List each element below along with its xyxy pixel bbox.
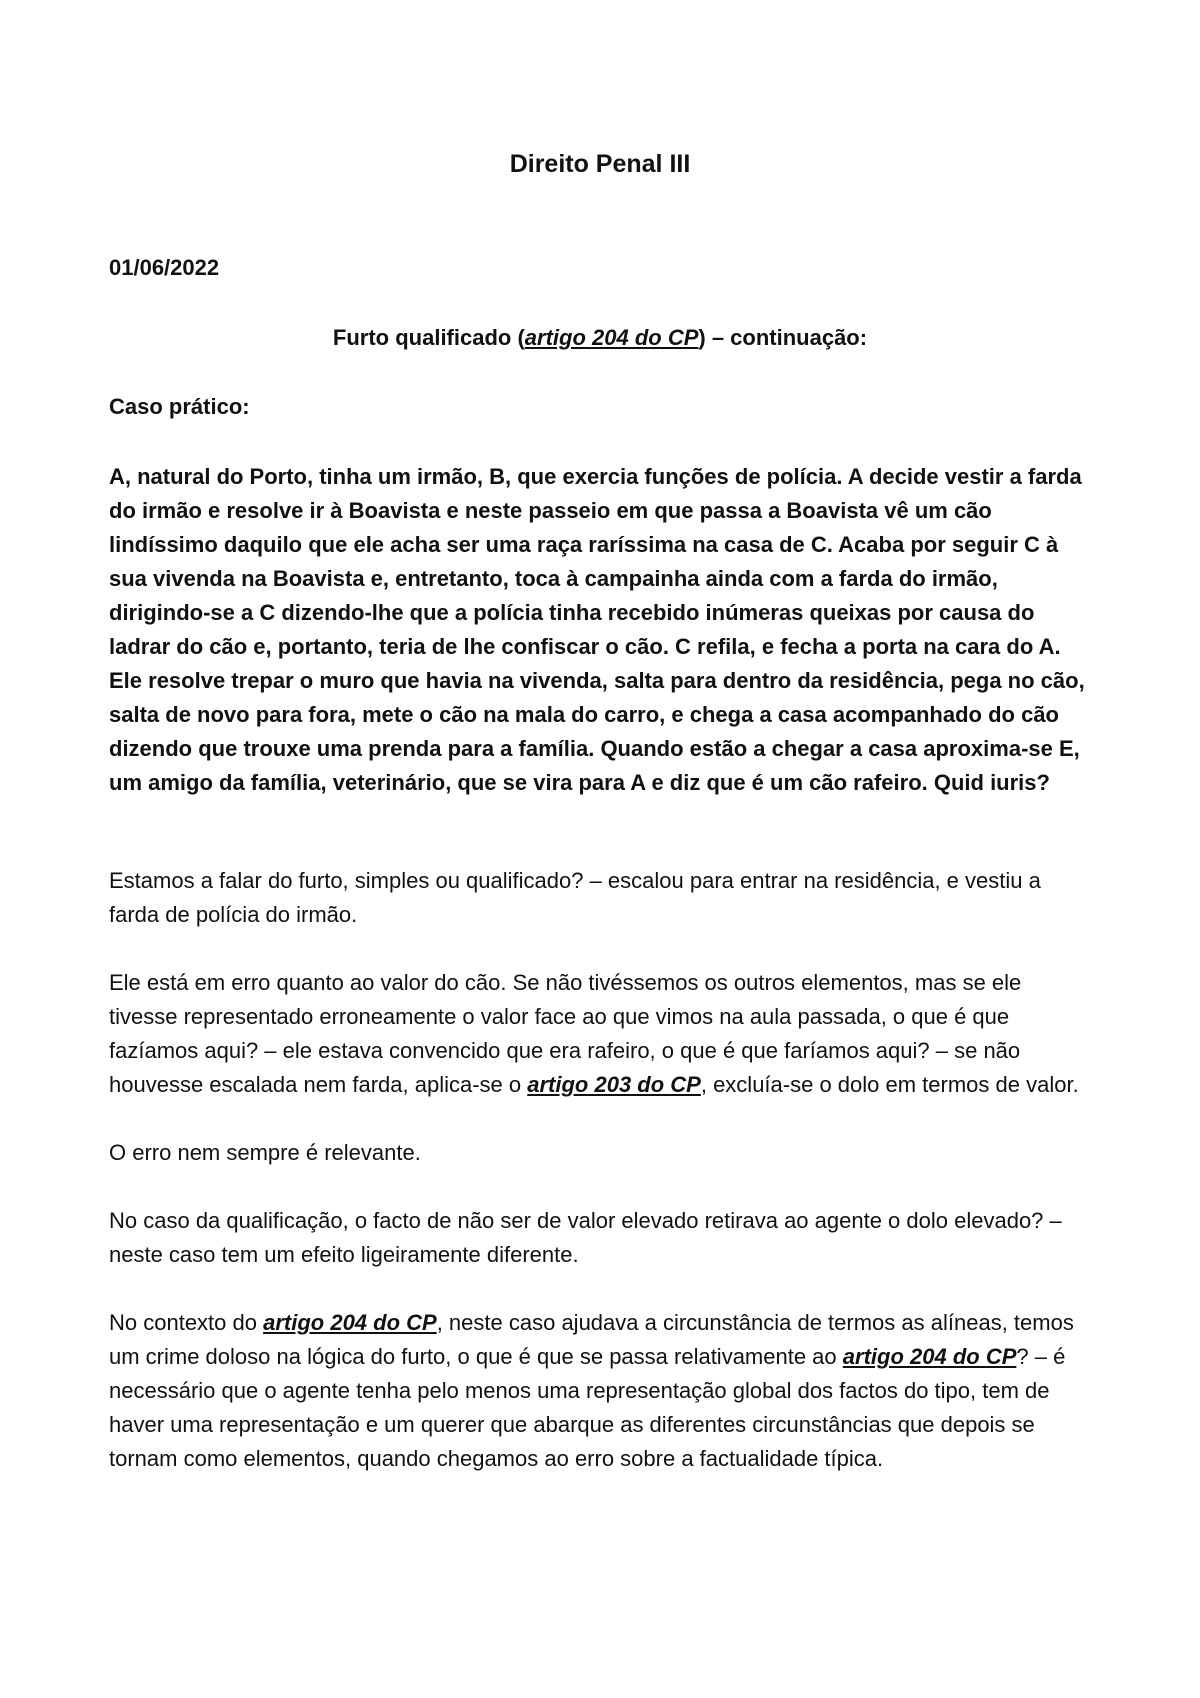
subtitle-text-before: Furto qualificado ( — [332, 325, 525, 350]
paragraph-2-text-after: , excluía-se o dolo em termos de valor. — [700, 1072, 1079, 1097]
discussion-section — [109, 864, 1094, 1510]
case-statement: A, natural do Porto, tinha um irmão, B, que exercia funções de polícia. A decide vestir a farda do irmão e resolve ir à Boavista e neste passeio em que passa a Boavista vê um cão lindíssimo daquilo que ele acha ser uma raça raríssima na casa de C. Acaba por seguir C à sua vivenda na Boavista e, entretanto, toca à campainha ainda com a farda do irmão, dirigindo-se a C dizendo-lhe que a polícia tinha recebido inúmeras queixas por causa do ladrar do cão e, portanto, teria de lhe confiscar o cão. C refila, e fecha a porta na cara do A. Ele resolve trepar o muro que havia na vivenda, salta para dentro da residência, pega no cão, salta de novo para fora, mete o cão na mala do carro, e chega a casa acompanhado do cão dizendo que trouxe uma prenda para a família. Quando estão a chegar a casa aproxima-se E, um amigo da família, veterinário, que se vira para A e diz que é um cão rafeiro. Quid iuris? — [109, 464, 1085, 795]
article-reference-link[interactable]: artigo 203 do CP — [527, 1072, 701, 1097]
subtitle-text-after: ) – continuação: — [698, 325, 868, 350]
paragraph-5 — [109, 1306, 1094, 1476]
article-reference-link[interactable]: artigo 204 do CP — [524, 325, 699, 350]
lecture-date: 01/06/2022 — [109, 255, 220, 280]
section-subtitle — [0, 325, 1200, 351]
paragraph-5-text-2: , neste caso ajudava a circunstância de termos as alíneas, temos um crime doloso na lógica do furto, o que é que se passa relativamente ao — [109, 1310, 1074, 1369]
case-label: Caso prático: — [109, 394, 250, 419]
paragraph-3: O erro nem sempre é relevante. — [109, 1140, 421, 1165]
article-reference-link[interactable]: artigo 204 do CP — [842, 1344, 1017, 1369]
paragraph-1: Estamos a falar do furto, simples ou qualificado? – escalou para entrar na residência, e vestiu a farda de polícia do irmão. — [109, 868, 1041, 927]
paragraph-4: No caso da qualificação, o facto de não ser de valor elevado retirava ao agente o dolo elevado? – neste caso tem um efeito ligeiramente diferente. — [109, 1208, 1062, 1267]
paragraph-2 — [109, 966, 1094, 1102]
paragraph-5-text-1: No contexto do — [109, 1310, 264, 1335]
article-reference-link[interactable]: artigo 204 do CP — [263, 1310, 437, 1335]
paragraph-2-text-before: Ele está em erro quanto ao valor do cão. Se não tivéssemos os outros elementos, mas se ele tivesse representado erroneamente o valor face ao que vimos na aula passada, o que é que fazíamos aqui? – ele estava convencido que era rafeiro, o que é que faríamos aqui? – se não houvesse escalada nem farda, aplica-se o — [109, 970, 1022, 1097]
paragraph-5-text-3: ? – é necessário que o agente tenha pelo menos uma representação global dos factos do tipo, tem de haver uma representação e um querer que abarque as diferentes circunstâncias que depois se tornam como elementos, quando chegamos ao erro sobre a factualidade típica. — [109, 1344, 1066, 1471]
document-title: Direito Penal III — [509, 150, 691, 178]
